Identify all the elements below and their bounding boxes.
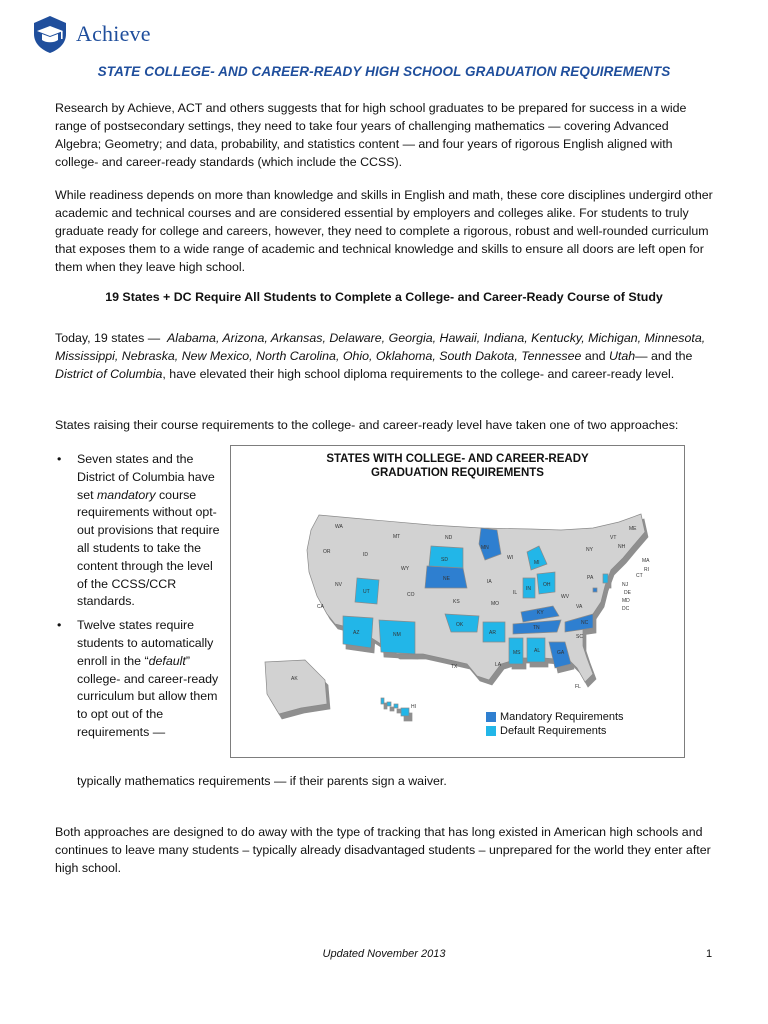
approach-list	[55, 451, 225, 742]
state-label: MD	[622, 598, 630, 604]
readiness-paragraph: While readiness depends on more than knowledge and skills in English and math, these core disciplines undergird other academic and technical courses and are considered essential by employers and colleges alike. For students to truly graduate ready for college and careers, however, they need to complete a rigorous, robust and well-rounded curriculum that exposes them to a wide range of academic and technical knowledge and skills to ensure all doors are left open for them when they leave high school.	[55, 188, 713, 274]
map-states	[265, 514, 645, 716]
state-label: AR	[489, 630, 496, 636]
logo-text: Achieve	[76, 21, 151, 46]
state-label: HI	[411, 704, 416, 710]
state-label: FL	[575, 684, 581, 690]
state-label: TN	[533, 625, 540, 631]
state-label: GA	[557, 650, 565, 656]
graduation-cap-shield-icon	[30, 14, 70, 54]
state-label: NE	[443, 576, 450, 582]
state-label: OH	[543, 582, 551, 588]
state-label: LA	[495, 662, 502, 668]
state-label: NH	[618, 544, 626, 550]
mandatory-emphasis: mandatory	[96, 487, 156, 502]
closing-paragraph: Both approaches are designed to do away with the type of tracking that has long existed in American high schools and continues to leave many students – typically already disadvantaged students – unprepared for the world they enter after high school.	[55, 825, 711, 875]
state-label: AK	[291, 676, 298, 682]
states-paragraph	[55, 329, 715, 383]
state-label: MS	[513, 650, 521, 656]
state-label: VA	[576, 604, 583, 610]
state-label: RI	[644, 567, 649, 573]
state-label: OK	[456, 622, 464, 628]
state-label: AZ	[353, 630, 360, 636]
state-label: KS	[453, 599, 460, 605]
state-ak	[265, 660, 327, 714]
state-label: WY	[401, 566, 410, 572]
page-number: 1	[706, 948, 713, 960]
states-lead-text: Today, 19 states —	[55, 331, 161, 345]
state-label: MO	[491, 601, 500, 607]
state-label: NM	[393, 632, 401, 638]
map-title: STATES WITH COLLEGE- AND CAREER-READY GRADUATION REQUIREMENTS	[326, 453, 589, 479]
us-map-figure	[230, 445, 685, 758]
state-hi	[381, 698, 409, 716]
state-label: VT	[610, 535, 617, 541]
state-label: TX	[451, 664, 458, 670]
map-legend	[486, 710, 624, 738]
default-emphasis: default	[148, 653, 186, 668]
state-label: NC	[581, 620, 589, 626]
state-label: MA	[642, 558, 650, 564]
state-label: IA	[487, 579, 492, 585]
approach-item-default: • Twelve states require students to automatically enroll in the “default” college- and career-ready curriculum but allow them to opt out of the requirements —	[55, 617, 225, 742]
state-dc	[593, 588, 597, 592]
state-label: UT	[363, 589, 370, 595]
state-label: WV	[561, 594, 570, 600]
legend-label-mandatory: Mandatory Requirements	[500, 711, 624, 723]
state-label: MN	[481, 545, 489, 551]
achieve-logo	[30, 14, 151, 54]
state-label: WA	[335, 524, 343, 530]
approach-item-default-continuation: typically mathematics requirements — if their parents sign a waiver.	[77, 774, 447, 788]
state-label: ME	[629, 526, 637, 532]
state-label: PA	[587, 575, 594, 581]
approaches-paragraph: States raising their course requirements to the college- and career-ready level have taken one of two approaches:	[55, 418, 679, 432]
state-label: DC	[622, 606, 630, 612]
state-label: CT	[636, 573, 643, 579]
state-label: MI	[534, 560, 540, 566]
legend-item-mandatory	[486, 710, 624, 724]
state-label: ID	[363, 552, 368, 558]
footer-updated: Updated November 2013	[322, 948, 446, 960]
states-tail-text: , have elevated their high school diploma requirements to the college- and career-ready level.	[162, 367, 675, 381]
state-label: AL	[534, 648, 541, 654]
section-heading: 19 States + DC Require All Students to Complete a College- and Career-Ready Course of Study	[105, 290, 663, 304]
state-label: CA	[317, 604, 324, 610]
approach-item-mandatory: • Seven states and the District of Columbia have set mandatory course requirements without opt-out provisions that require all students to take the content through the level of the CCSS/CCR standards.	[55, 451, 225, 611]
state-label: MT	[393, 534, 401, 540]
state-label: DE	[624, 590, 631, 596]
state-de	[603, 574, 608, 583]
intro-paragraph: Research by Achieve, ACT and others suggests that for high school graduates to be prepared for success in a wide range of postsecondary settings, they need to take four years of challenging mathematics — covering Advanced Algebra; Geometry; and data, probability, and statistics content — and four years of rigorous English aligned with college- and career-ready standards (which include the CCSS).	[55, 101, 687, 169]
mandatory-swatch	[486, 712, 496, 722]
state-label: NJ	[622, 582, 629, 588]
and-text: and	[584, 349, 606, 363]
state-label: IL	[513, 590, 518, 596]
state-label: OR	[323, 549, 331, 555]
state-label: KY	[537, 610, 544, 616]
state-label: CO	[407, 592, 415, 598]
dc-lead-text: — and the	[635, 349, 693, 363]
state-label: NV	[335, 582, 342, 588]
state-label: IN	[526, 586, 531, 592]
states-list: Alabama, Arizona, Arkansas, Delaware, Georgia, Hawaii, Indiana, Kentucky, Michigan, Minnesota, Mississippi, Nebraska, New Mexico, North Carolina, Ohio, Oklahoma, South Dakota, Tennessee	[55, 331, 706, 363]
states-list-utah: Utah	[608, 349, 636, 363]
dc-text: District of Columbia	[55, 367, 163, 381]
state-label: ND	[445, 535, 453, 541]
legend-label-default: Default Requirements	[500, 725, 607, 737]
state-label: NY	[586, 547, 593, 553]
state-label: SD	[441, 557, 448, 563]
state-label: WI	[507, 555, 514, 561]
default-swatch	[486, 726, 496, 736]
legend-item-default	[486, 724, 624, 738]
state-label: SC	[576, 634, 583, 640]
page-title: STATE COLLEGE- AND CAREER-READY HIGH SCHOOL GRADUATION REQUIREMENTS	[97, 64, 671, 79]
